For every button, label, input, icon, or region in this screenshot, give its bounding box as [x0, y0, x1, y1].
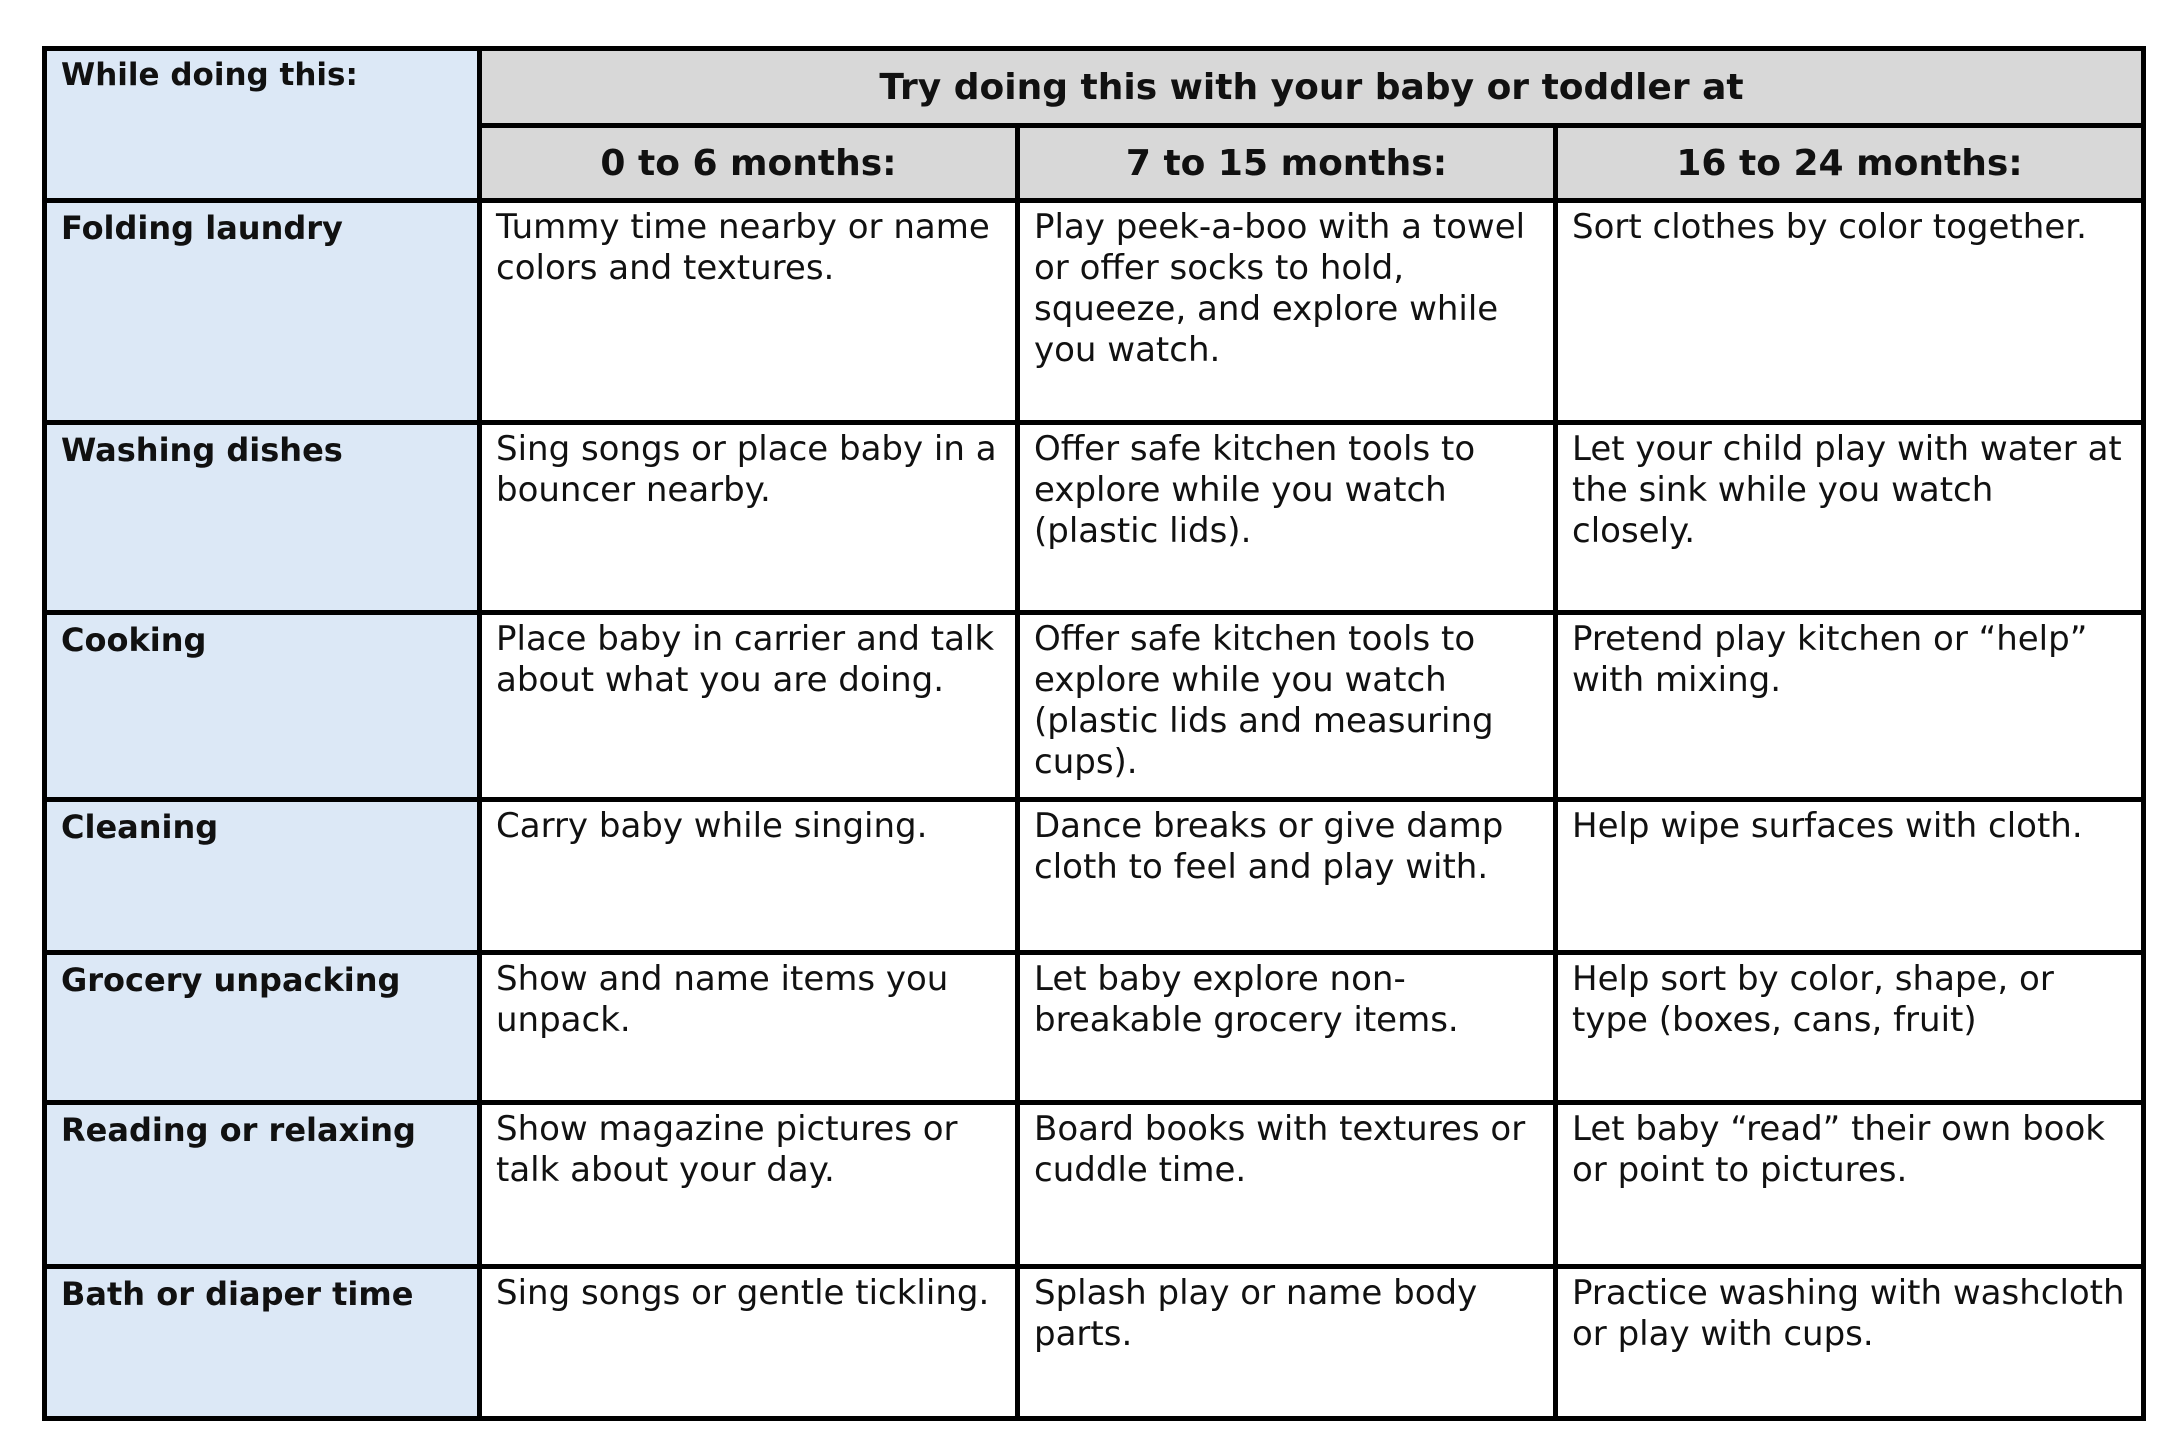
suggestion-cell: Let baby explore non-breakable grocery items. — [1018, 953, 1556, 1103]
table-row — [45, 1267, 2144, 1419]
table-row — [45, 613, 2144, 800]
suggestion-cell: Carry baby while singing. — [480, 800, 1018, 953]
activity-label: Reading or relaxing — [45, 1103, 480, 1267]
suggestion-cell: Place baby in carrier and talk about what you are doing. — [480, 613, 1018, 800]
suggestion-cell: Offer safe kitchen tools to explore while you watch (plastic lids). — [1018, 423, 1556, 613]
suggestion-cell: Sing songs or place baby in a bouncer nearby. — [480, 423, 1018, 613]
suggestion-cell: Let your child play with water at the sink while you watch closely. — [1556, 423, 2144, 613]
activity-label: Bath or diaper time — [45, 1267, 480, 1419]
suggestion-cell: Offer safe kitchen tools to explore while you watch (plastic lids and measuring cups). — [1018, 613, 1556, 800]
suggestion-cell: Practice washing with washcloth or play with cups. — [1556, 1267, 2144, 1419]
suggestion-cell: Splash play or name body parts. — [1018, 1267, 1556, 1419]
suggestion-cell: Board books with textures or cuddle time. — [1018, 1103, 1556, 1267]
suggestion-cell: Pretend play kitchen or “help” with mixing. — [1556, 613, 2144, 800]
suggestion-cell: Play peek-a-boo with a towel or offer socks to hold, squeeze, and explore while you watch. — [1018, 201, 1556, 423]
table-row — [45, 423, 2144, 613]
suggestion-cell: Sing songs or gentle tickling. — [480, 1267, 1018, 1419]
table-row — [45, 953, 2144, 1103]
age-header-0-6: 0 to 6 months: — [480, 126, 1018, 201]
table-row — [45, 1103, 2144, 1267]
activity-label: Folding laundry — [45, 201, 480, 423]
suggestion-cell: Tummy time nearby or name colors and textures. — [480, 201, 1018, 423]
suggestion-cell: Dance breaks or give damp cloth to feel and play with. — [1018, 800, 1556, 953]
suggestion-cell: Sort clothes by color together. — [1556, 201, 2144, 423]
suggestion-cell: Help wipe surfaces with cloth. — [1556, 800, 2144, 953]
age-header-7-15: 7 to 15 months: — [1018, 126, 1556, 201]
activity-table — [42, 46, 2146, 1421]
suggestion-cell: Let baby “read” their own book or point to pictures. — [1556, 1103, 2144, 1267]
activity-label: Cleaning — [45, 800, 480, 953]
suggestion-cell: Help sort by color, shape, or type (boxes, cans, fruit) — [1556, 953, 2144, 1103]
activity-label: Cooking — [45, 613, 480, 800]
age-group-header: Try doing this with your baby or toddler at — [480, 49, 2144, 126]
table-row — [45, 201, 2144, 423]
corner-label: While doing this: — [45, 49, 480, 201]
group-header-row — [45, 49, 2144, 126]
suggestion-cell: Show and name items you unpack. — [480, 953, 1018, 1103]
age-header-16-24: 16 to 24 months: — [1556, 126, 2144, 201]
table-row — [45, 800, 2144, 953]
suggestion-cell: Show magazine pictures or talk about your day. — [480, 1103, 1018, 1267]
activity-label: Washing dishes — [45, 423, 480, 613]
activity-label: Grocery unpacking — [45, 953, 480, 1103]
